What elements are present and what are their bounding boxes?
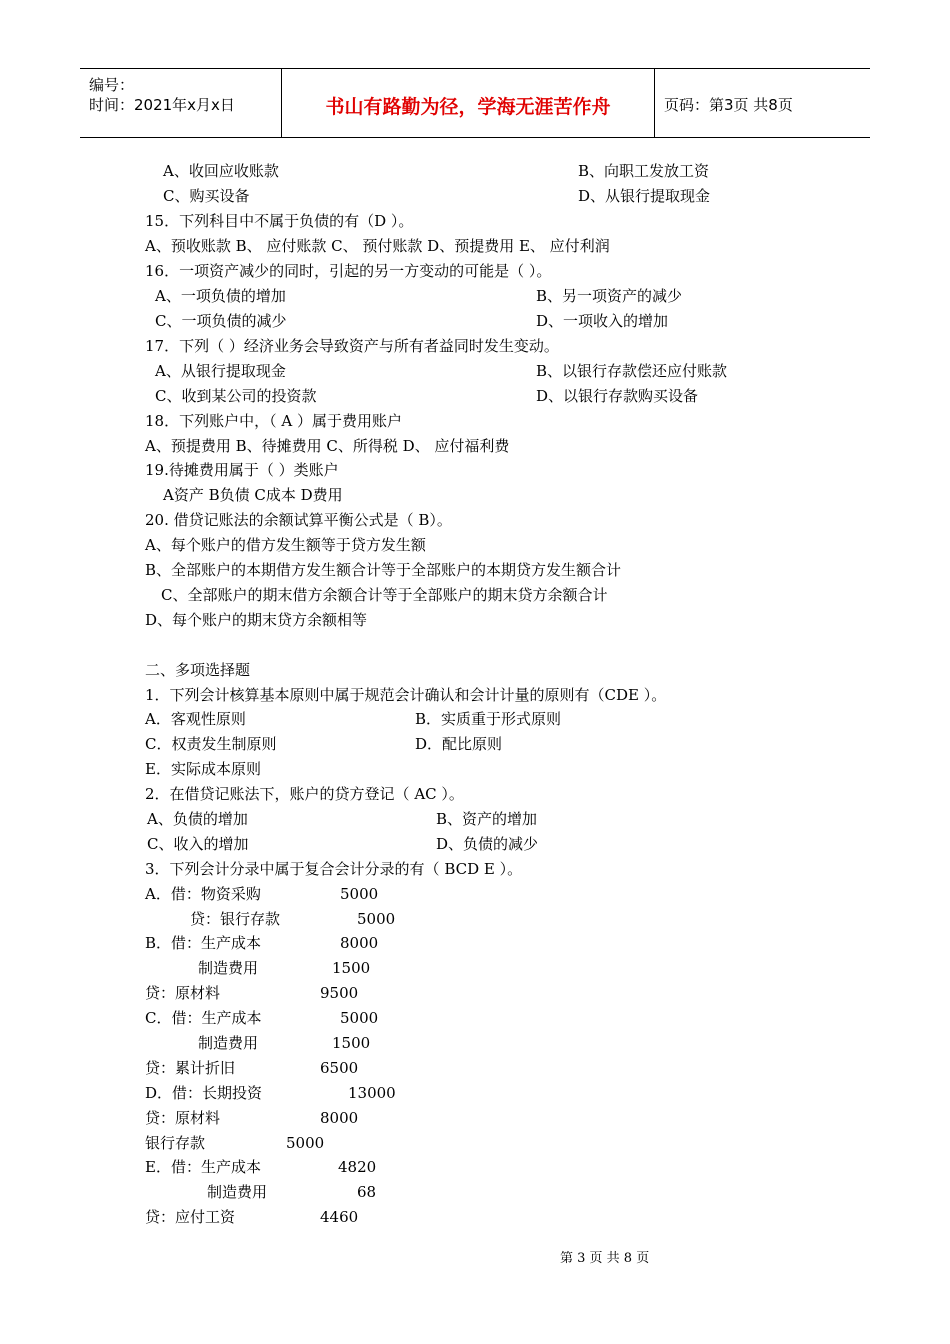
page-code: 页码：第3页 共8页 xyxy=(664,96,793,114)
entry-account: 制造费用 xyxy=(207,1183,268,1201)
entry-account: D．借：长期投资 xyxy=(145,1084,263,1102)
option-line: B．实质重于形式原则 xyxy=(415,710,562,728)
question-line: 16．一项资产减少的同时，引起的另一方变动的可能是（ ）。 xyxy=(145,262,552,280)
option-line: D、每个账户的期末贷方余额相等 xyxy=(145,611,368,629)
entry-account: 银行存款 xyxy=(145,1134,206,1152)
page-footer: 第 3 页 共 8 页 xyxy=(560,1251,650,1266)
entry-account: 贷：应付工资 xyxy=(145,1208,236,1226)
option-line: A资产 B负债 C成本 D费用 xyxy=(163,486,343,504)
question-line: 3．下列会计分录中属于复合会计分录的有（ BCD E ）。 xyxy=(145,860,523,878)
question-line: 18．下列账户中，（ A ）属于费用账户 xyxy=(145,412,402,430)
entry-account: A．借：物资采购 xyxy=(145,885,261,903)
option-line: A、预收账款 B、 应付账款 C、 预付账款 D、预提费用 E、 应付利润 xyxy=(145,237,610,255)
option-line: D．配比原则 xyxy=(415,735,503,753)
option-line: E．实际成本原则 xyxy=(145,760,261,778)
option-line: B、全部账户的本期借方发生额合计等于全部账户的本期贷方发生额合计 xyxy=(145,561,622,579)
entry-account: 贷：累计折旧 xyxy=(145,1059,236,1077)
header-right-cell xyxy=(655,69,870,137)
option-line: C、全部账户的期末借方余额合计等于全部账户的期末贷方余额合计 xyxy=(161,586,608,604)
entry-account: 制造费用 xyxy=(198,959,259,977)
entry-amount: 5000 xyxy=(286,1134,325,1152)
entry-amount: 1500 xyxy=(332,959,371,977)
entry-amount: 5000 xyxy=(340,1009,379,1027)
entry-amount: 1500 xyxy=(332,1034,371,1052)
option-line: C．权责发生制原则 xyxy=(145,735,277,753)
entry-amount: 6500 xyxy=(320,1059,359,1077)
entry-account: B．借：生产成本 xyxy=(145,934,262,952)
question-line: 17．下列（ ）经济业务会导致资产与所有者益同时发生变动。 xyxy=(145,337,559,355)
entry-account: 贷：原材料 xyxy=(145,1109,221,1127)
question-line: 19.待摊费用属于（ ）类账户 xyxy=(145,461,339,479)
doc-number-label: 编号： xyxy=(89,76,135,94)
option-line: D、一项收入的增加 xyxy=(536,312,669,330)
entry-account: 制造费用 xyxy=(198,1034,259,1052)
entry-amount: 4460 xyxy=(320,1208,359,1226)
entry-amount: 8000 xyxy=(320,1109,359,1127)
option-line: B、以银行存款偿还应付账款 xyxy=(536,362,728,380)
question-line: 20. 借贷记账法的余额试算平衡公式是（ B）。 xyxy=(145,511,452,529)
entry-amount: 4820 xyxy=(338,1158,377,1176)
option-line: A、收回应收账款 xyxy=(163,162,279,180)
header-left-cell xyxy=(80,69,282,137)
option-line: A．客观性原则 xyxy=(145,710,246,728)
header-center-cell xyxy=(282,69,655,137)
option-line: A、每个账户的借方发生额等于贷方发生额 xyxy=(145,536,426,554)
option-line: A、负债的增加 xyxy=(147,810,248,828)
option-line: C、购买设备 xyxy=(163,187,250,205)
option-line: B、资产的增加 xyxy=(436,810,538,828)
question-line: 15．下列科目中不属于负债的有（D ）。 xyxy=(145,212,414,230)
entry-account: E．借：生产成本 xyxy=(145,1158,261,1176)
date-label: 时间：2021年x月x日 xyxy=(89,96,235,114)
entry-account: 贷：银行存款 xyxy=(190,910,281,928)
option-line: A、从银行提取现金 xyxy=(155,362,286,380)
entry-account: C．借：生产成本 xyxy=(145,1009,262,1027)
option-line: B、向职工发放工资 xyxy=(578,162,710,180)
entry-amount: 13000 xyxy=(348,1084,396,1102)
question-line: 2．在借贷记账法下，账户的贷方登记（ AC ）。 xyxy=(145,785,464,803)
option-line: C、一项负债的减少 xyxy=(155,312,287,330)
option-line: A、一项负债的增加 xyxy=(155,287,286,305)
option-line: B、另一项资产的减少 xyxy=(536,287,683,305)
option-line: C、收到某公司的投资款 xyxy=(155,387,317,405)
entry-account: 贷：原材料 xyxy=(145,984,221,1002)
option-line: C、收入的增加 xyxy=(147,835,249,853)
option-line: D、以银行存款购买设备 xyxy=(536,387,699,405)
entry-amount: 5000 xyxy=(357,910,396,928)
entry-amount: 8000 xyxy=(340,934,379,952)
section-heading: 二、多项选择题 xyxy=(145,661,251,679)
option-line: A、预提费用 B、待摊费用 C、所得税 D、 应付福利费 xyxy=(145,437,510,455)
entry-amount: 5000 xyxy=(340,885,379,903)
option-line: D、从银行提取现金 xyxy=(578,187,711,205)
entry-amount: 68 xyxy=(357,1183,377,1201)
entry-amount: 9500 xyxy=(320,984,359,1002)
header-motto: 书山有路勤为径，学海无涯苦作舟 xyxy=(325,96,611,118)
question-line: 1．下列会计核算基本原则中属于规范会计确认和会计计量的原则有（CDE ）。 xyxy=(145,686,667,704)
page-header xyxy=(80,68,870,138)
option-line: D、负债的减少 xyxy=(436,835,539,853)
